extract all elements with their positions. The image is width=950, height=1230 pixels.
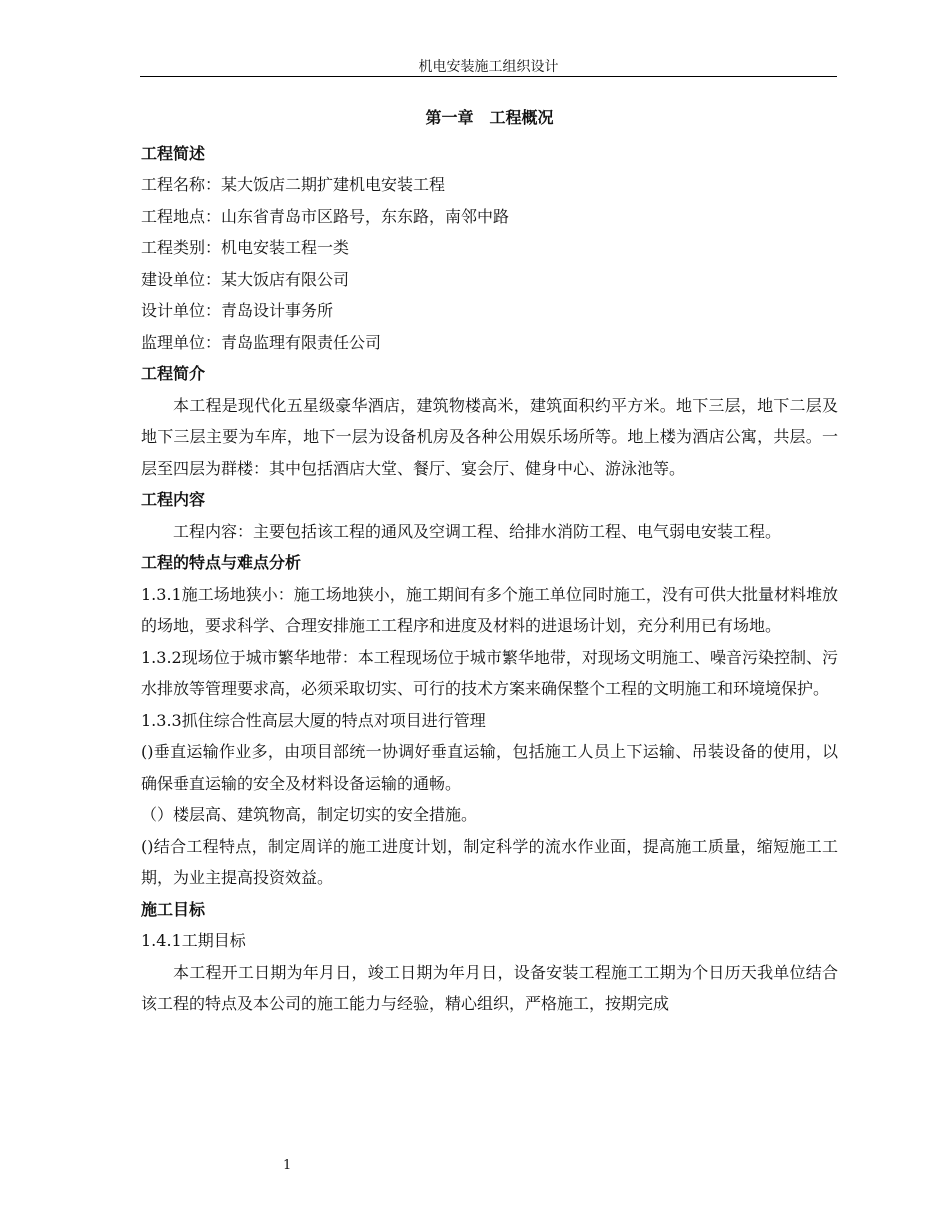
section-heading-goals: 施工目标	[141, 899, 206, 919]
section-heading-content: 工程内容	[141, 490, 206, 509]
overview-line-name: 工程名称：某大饭店二期扩建机电安装工程	[141, 175, 446, 194]
feature-item: 1.3.3抓住综合性高层大厦的特点对项目进行管理	[141, 710, 486, 730]
feature-item: ()结合工程特点，制定周详的施工进度计划，制定科学的流水作业面，提高施工质量，缩短施工工期，为业主提高投资效益。	[141, 836, 838, 887]
overview-line-supervisor: 监理单位：青岛监理有限责任公司	[141, 332, 382, 352]
feature-item: 1.3.1施工场地狭小：施工场地狭小，施工期间有多个施工单位同时施工，没有可供大批量材料堆放的场地，要求科学、合理安排施工工程序和进度及材料的进退场计划，充分利用已有场地。	[141, 584, 838, 635]
page-number: 1	[283, 1158, 292, 1173]
section-heading-overview: 工程简述	[141, 143, 206, 163]
goals-paragraph: 本工程开工日期为年月日，竣工日期为年月日，设备安装工程施工工期为个日历天我单位结合该工程的特点及本公司的施工能力与经验，精心组织，严格施工，按期完成	[141, 962, 838, 1013]
header-rule	[140, 76, 837, 77]
feature-item: ()垂直运输作业多，由项目部统一协调好垂直运输，包括施工人员上下运输、吊装设备的使用，以确保垂直运输的安全及材料设备运输的通畅。	[141, 742, 838, 793]
feature-item: 1.3.2现场位于城市繁华地带：本工程现场位于城市繁华地带，对现场文明施工、噪音污染控制、污水排放等管理要求高，必须采取切实、可行的技术方案来确保整个工程的文明施工和环境境保护。	[141, 647, 838, 698]
section-heading-intro: 工程简介	[141, 364, 206, 383]
document-body	[141, 102, 838, 1020]
feature-item: （）楼层高、建筑物高，制定切实的安全措施。	[141, 805, 478, 824]
overview-line-location: 工程地点：山东省青岛市区路号，东东路，南邻中路	[141, 206, 510, 226]
intro-paragraph: 本工程是现代化五星级豪华酒店，建筑物楼高米，建筑面积约平方米。地下三层，地下二层及地下三层主要为车库，地下一层为设备机房及各种公用娱乐场所等。地上楼为酒店公寓，共层。一层至四层为群楼：其中包括酒店大堂、餐厅、宴会厅、健身中心、游泳池等。	[141, 395, 838, 478]
overview-line-designer: 设计单位：青岛设计事务所	[141, 301, 334, 320]
overview-line-category: 工程类别：机电安装工程一类	[141, 238, 350, 257]
section-heading-features: 工程的特点与难点分析	[141, 553, 302, 572]
overview-line-owner: 建设单位：某大饭店有限公司	[141, 269, 350, 289]
content-paragraph: 工程内容：主要包括该工程的通风及空调工程、给排水消防工程、电气弱电安装工程。	[173, 521, 782, 541]
chapter-title: 第一章 工程概况	[425, 108, 554, 127]
page-header: 机电安装施工组织设计	[418, 59, 559, 75]
goals-subheading: 1.4.1工期目标	[141, 931, 246, 950]
